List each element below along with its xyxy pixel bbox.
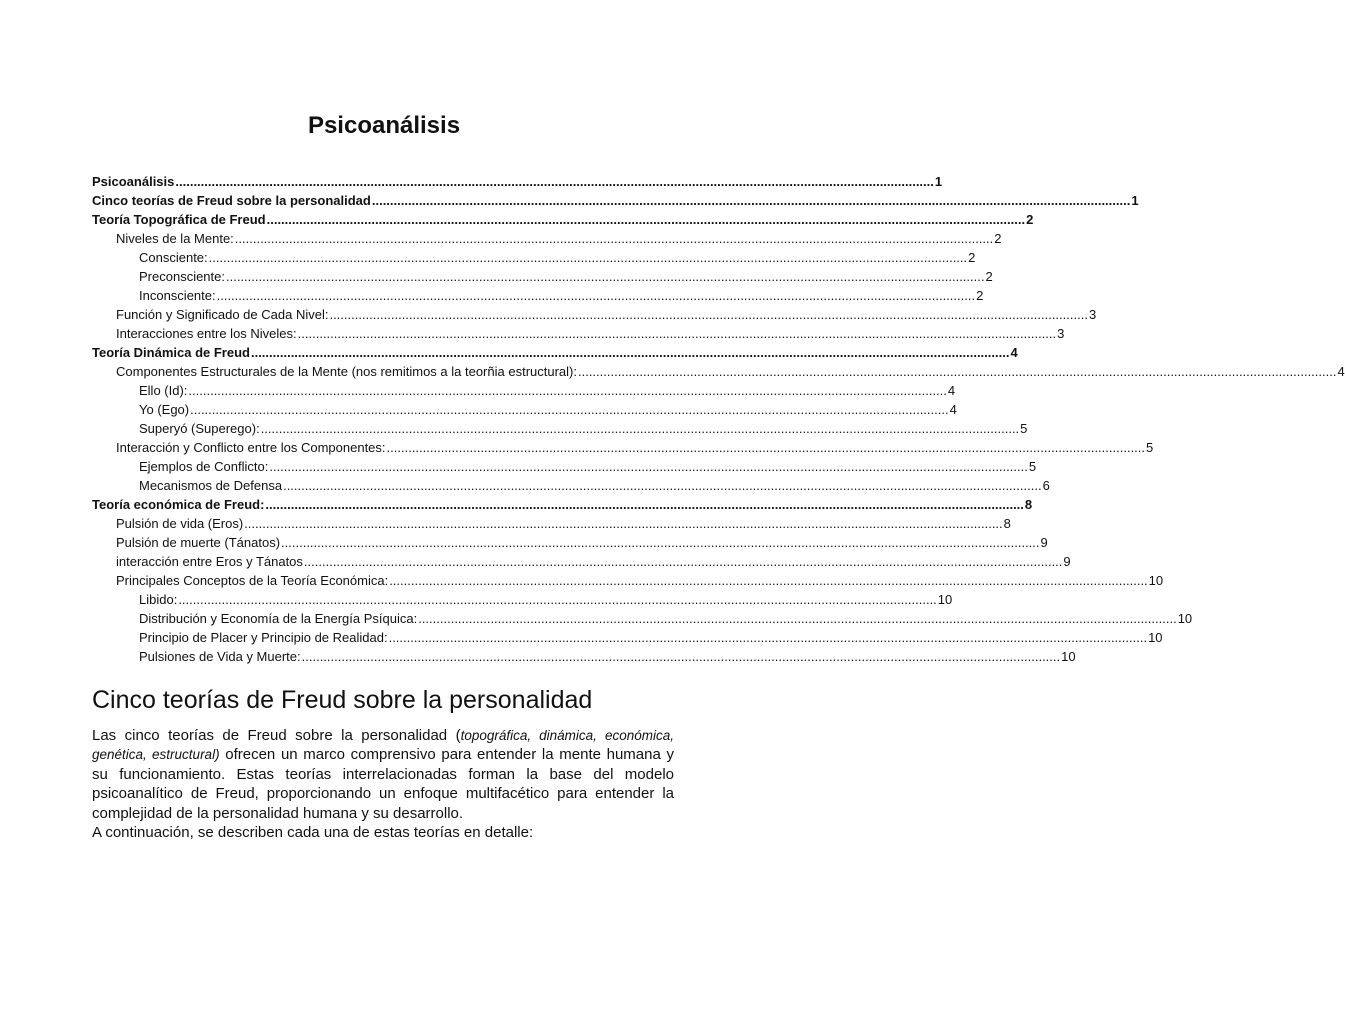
toc-page-number: 2 — [976, 288, 984, 303]
toc-entry[interactable] — [92, 609, 1193, 628]
toc-entry[interactable] — [92, 172, 943, 191]
toc-entry[interactable] — [92, 514, 1011, 533]
toc-entry-title[interactable]: Psicoanálisis — [92, 174, 175, 189]
closing-line: A continuación, se describen cada una de estas teorías en detalle: — [92, 824, 534, 841]
toc-dot-leader — [389, 571, 1147, 590]
toc-page-number: 2 — [968, 250, 976, 265]
toc-page-number: 4 — [1010, 345, 1018, 360]
toc-page-number: 4 — [947, 383, 956, 398]
intro-text-start: Las cinco teorías de Freud sobre la personalidad ( — [92, 727, 461, 744]
toc-entry[interactable] — [92, 191, 1139, 210]
toc-dot-leader — [261, 419, 1019, 438]
toc-entry-title[interactable]: Libido: — [139, 592, 178, 607]
toc-entry-title[interactable]: Cinco teorías de Freud sobre la personalidad — [92, 193, 371, 208]
toc-entry-title[interactable]: Función y Significado de Cada Nivel: — [116, 307, 329, 322]
toc-dot-leader — [188, 381, 946, 400]
toc-page-number: 2 — [1026, 212, 1034, 227]
toc-dot-leader — [178, 590, 936, 609]
toc-entry[interactable] — [92, 400, 957, 419]
toc-dot-leader — [251, 343, 1009, 362]
toc-entry[interactable] — [92, 286, 984, 305]
intro-text-end: ofrecen un marco comprensivo para entender la mente humana y su funcionamiento. Estas teorías interrelacionadas forman la base del modelo psicoanalítico de Freud, proporcionando un enfoque multifacético para entender la complejidad de la personalidad humana y su desarrollo. — [92, 746, 675, 822]
toc-dot-leader — [244, 514, 1002, 533]
toc-page-number: 3 — [1088, 307, 1097, 322]
toc-dot-leader — [175, 172, 933, 191]
toc-entry[interactable] — [92, 628, 1163, 647]
toc-dot-leader — [217, 286, 975, 305]
toc-entry[interactable] — [92, 229, 1002, 248]
toc-entry-title[interactable]: interacción entre Eros y Tánatos — [116, 554, 303, 569]
toc-entry-title[interactable]: Componentes Estructurales de la Mente (nos remitimos a la teorñia estructural): — [116, 364, 577, 379]
toc-entry[interactable] — [92, 590, 953, 609]
toc-entry[interactable] — [92, 381, 956, 400]
toc-dot-leader — [387, 438, 1145, 457]
toc-page-number: 9 — [1040, 535, 1048, 550]
toc-entry-title[interactable]: Teoría Topográfica de Freud — [92, 212, 266, 227]
toc-entry-title[interactable]: Yo (Ego) — [139, 402, 190, 417]
toc-entry-title[interactable]: Teoría Dinámica de Freud — [92, 345, 250, 360]
toc-entry[interactable] — [92, 362, 1345, 381]
toc-dot-leader — [226, 267, 984, 286]
toc-dot-leader — [578, 362, 1336, 381]
toc-dot-leader — [372, 191, 1130, 210]
toc-page-number: 1 — [1131, 193, 1139, 208]
toc-dot-leader — [283, 476, 1041, 495]
toc-page-number: 9 — [1063, 554, 1071, 569]
toc-dot-leader — [265, 495, 1023, 514]
toc-entry[interactable] — [92, 324, 1065, 343]
toc-entry-title[interactable]: Inconsciente: — [139, 288, 216, 303]
toc-entry-title[interactable]: Niveles de la Mente: — [116, 231, 234, 246]
toc-entry[interactable] — [92, 533, 1048, 552]
toc-entry-title[interactable]: Pulsiones de Vida y Muerte: — [139, 649, 301, 664]
toc-entry-title[interactable]: Preconsciente: — [139, 269, 225, 284]
toc-page-number: 8 — [1003, 516, 1011, 531]
toc-entry[interactable] — [92, 343, 1018, 362]
toc-page-number: 10 — [1148, 630, 1163, 645]
toc-entry-title[interactable]: Principio de Placer y Principio de Realidad: — [139, 630, 388, 645]
toc-entry[interactable] — [92, 552, 1071, 571]
toc-entry[interactable] — [92, 210, 1034, 229]
toc-entry[interactable] — [92, 495, 1033, 514]
toc-dot-leader — [304, 552, 1062, 571]
toc-page-number: 1 — [934, 174, 943, 189]
toc-entry[interactable] — [92, 305, 1097, 324]
toc-page-number: 10 — [1177, 611, 1193, 626]
toc-entry-title[interactable]: Interacciones entre los Niveles: — [116, 326, 297, 341]
toc-page-number: 10 — [1061, 649, 1076, 664]
toc-entry-title[interactable]: Pulsión de vida (Eros) — [116, 516, 244, 531]
toc-page-number: 2 — [985, 269, 993, 284]
toc-entry[interactable] — [92, 267, 993, 286]
toc-entry-title[interactable]: Ello (Id): — [139, 383, 188, 398]
toc-page-number: 10 — [937, 592, 953, 607]
toc-entry[interactable] — [92, 571, 1164, 590]
toc-dot-leader — [190, 400, 948, 419]
toc-entry-title[interactable]: Distribución y Economía de la Energía Psíquica: — [139, 611, 418, 626]
toc-entry[interactable] — [92, 419, 1028, 438]
intro-text-emphasis: topográfica, dinámica, económica, genética, estructural) — [92, 728, 674, 763]
toc-entry-title[interactable]: Mecanismos de Defensa — [139, 478, 283, 493]
toc-entry-title[interactable]: Pulsión de muerte (Tánatos) — [116, 535, 281, 550]
toc-entry-title[interactable]: Ejemplos de Conflicto: — [139, 459, 269, 474]
toc-dot-leader — [267, 210, 1025, 229]
toc-dot-leader — [269, 457, 1027, 476]
toc-page-number: 4 — [949, 402, 957, 417]
toc-page-number: 3 — [1057, 326, 1065, 341]
toc-dot-leader — [418, 609, 1176, 628]
toc-page-number: 4 — [1337, 364, 1345, 379]
toc-entry[interactable] — [92, 248, 976, 267]
intro-paragraph — [92, 726, 674, 823]
toc-page-number: 8 — [1024, 497, 1033, 512]
section-heading: Cinco teorías de Freud sobre la personalidad — [92, 686, 593, 714]
toc-entry-title[interactable]: Superyó (Superego): — [139, 421, 260, 436]
toc-page-number: 6 — [1042, 478, 1050, 493]
toc-page-number: 5 — [1146, 440, 1154, 455]
toc-dot-leader — [302, 647, 1060, 666]
toc-entry[interactable] — [92, 457, 1037, 476]
toc-page-number: 5 — [1020, 421, 1028, 436]
toc-entry-title[interactable]: Interacción y Conflicto entre los Componentes: — [116, 440, 386, 455]
toc-page-number: 5 — [1028, 459, 1037, 474]
toc-entry[interactable] — [92, 476, 1050, 495]
document-title: Psicoanálisis — [307, 112, 461, 139]
toc-entry-title[interactable]: Consciente: — [139, 250, 208, 265]
toc-page-number: 2 — [994, 231, 1002, 246]
table-of-contents — [92, 172, 1345, 666]
toc-entry-title[interactable]: Principales Conceptos de la Teoría Económica: — [116, 573, 389, 588]
toc-entry[interactable] — [92, 438, 1154, 457]
toc-dot-leader — [281, 533, 1039, 552]
toc-entry[interactable] — [92, 647, 1076, 666]
toc-dot-leader — [329, 305, 1087, 324]
toc-dot-leader — [235, 229, 993, 248]
toc-dot-leader — [298, 324, 1056, 343]
toc-page-number: 10 — [1148, 573, 1164, 588]
toc-entry-title[interactable]: Teoría económica de Freud: — [92, 497, 265, 512]
toc-dot-leader — [389, 628, 1147, 647]
toc-dot-leader — [209, 248, 967, 267]
